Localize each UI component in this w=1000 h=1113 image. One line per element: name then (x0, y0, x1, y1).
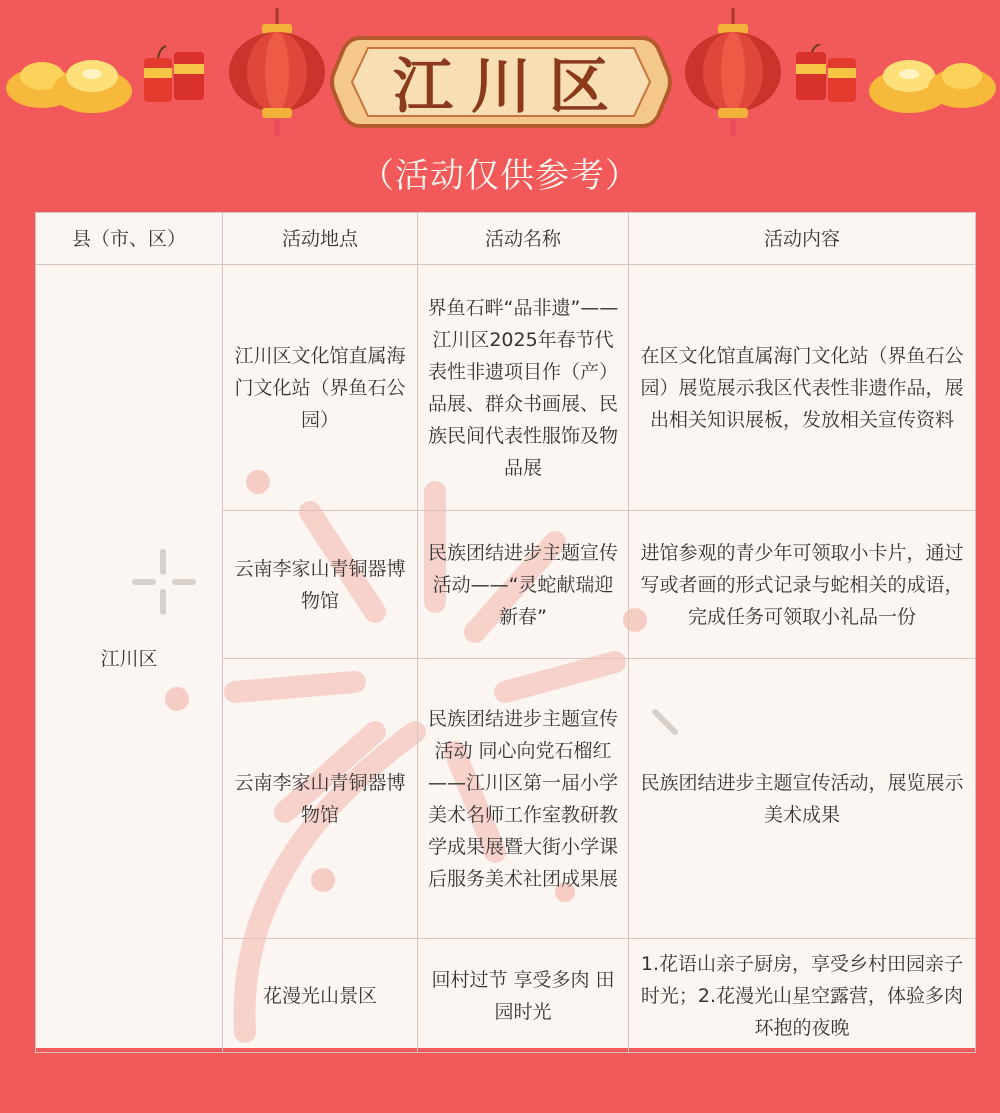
activity-name-cell: 回村过节 享受多肉 田园时光 (418, 939, 629, 1053)
location-cell: 江川区文化馆直属海门文化站（界鱼石公园） (223, 265, 418, 511)
activity-name-cell: 民族团结进步主题宣传活动——“灵蛇献瑞迎新春” (418, 511, 629, 659)
title-plate (330, 32, 672, 132)
location-cell: 云南李家山青铜器博物馆 (223, 659, 418, 939)
header-location: 活动地点 (223, 213, 418, 265)
lantern-icon (678, 8, 788, 138)
table-header-row (36, 213, 976, 265)
location-cell: 云南李家山青铜器博物馆 (223, 511, 418, 659)
header (0, 0, 1000, 210)
activity-table-panel (35, 212, 975, 1048)
lantern-icon (222, 8, 332, 138)
firecracker-icon (140, 44, 210, 110)
subtitle: （活动仅供参考） (360, 156, 640, 196)
activity-table (35, 212, 976, 1053)
activity-content-cell: 在区文化馆直属海门文化站（界鱼石公园）展览展示我区代表性非遗作品，展出相关知识展板，发放相关宣传资料 (629, 265, 976, 511)
header-activity-content: 活动内容 (629, 213, 976, 265)
activity-content-cell: 1.花语山亲子厨房，享受乡村田园亲子时光；2.花漫光山星空露营，体验多肉环抱的夜晚 (629, 939, 976, 1053)
firecracker-icon (792, 44, 862, 110)
activity-content-cell: 民族团结进步主题宣传活动，展览展示美术成果 (629, 659, 976, 939)
activity-content-cell: 进馆参观的青少年可领取小卡片，通过写或者画的形式记录与蛇相关的成语，完成任务可领取小礼品一份 (629, 511, 976, 659)
table-row (36, 265, 976, 511)
header-county: 县（市、区） (36, 213, 223, 265)
activity-name-cell: 民族团结进步主题宣传活动 同心向党石榴红——江川区第一届小学美术名师工作室教研教学成果展暨大街小学课后服务美术社团成果展 (418, 659, 629, 939)
activity-name-cell: 界鱼石畔“品非遗”——江川区2025年春节代表性非遗项目作（产）品展、群众书画展、民族民间代表性服饰及物品展 (418, 265, 629, 511)
page-title: 江川区 (393, 52, 627, 122)
county-cell: 江川区 (36, 265, 223, 1053)
header-activity-name: 活动名称 (418, 213, 629, 265)
gold-ingot-icon (2, 36, 137, 116)
location-cell: 花漫光山景区 (223, 939, 418, 1053)
gold-ingot-icon (864, 36, 999, 116)
